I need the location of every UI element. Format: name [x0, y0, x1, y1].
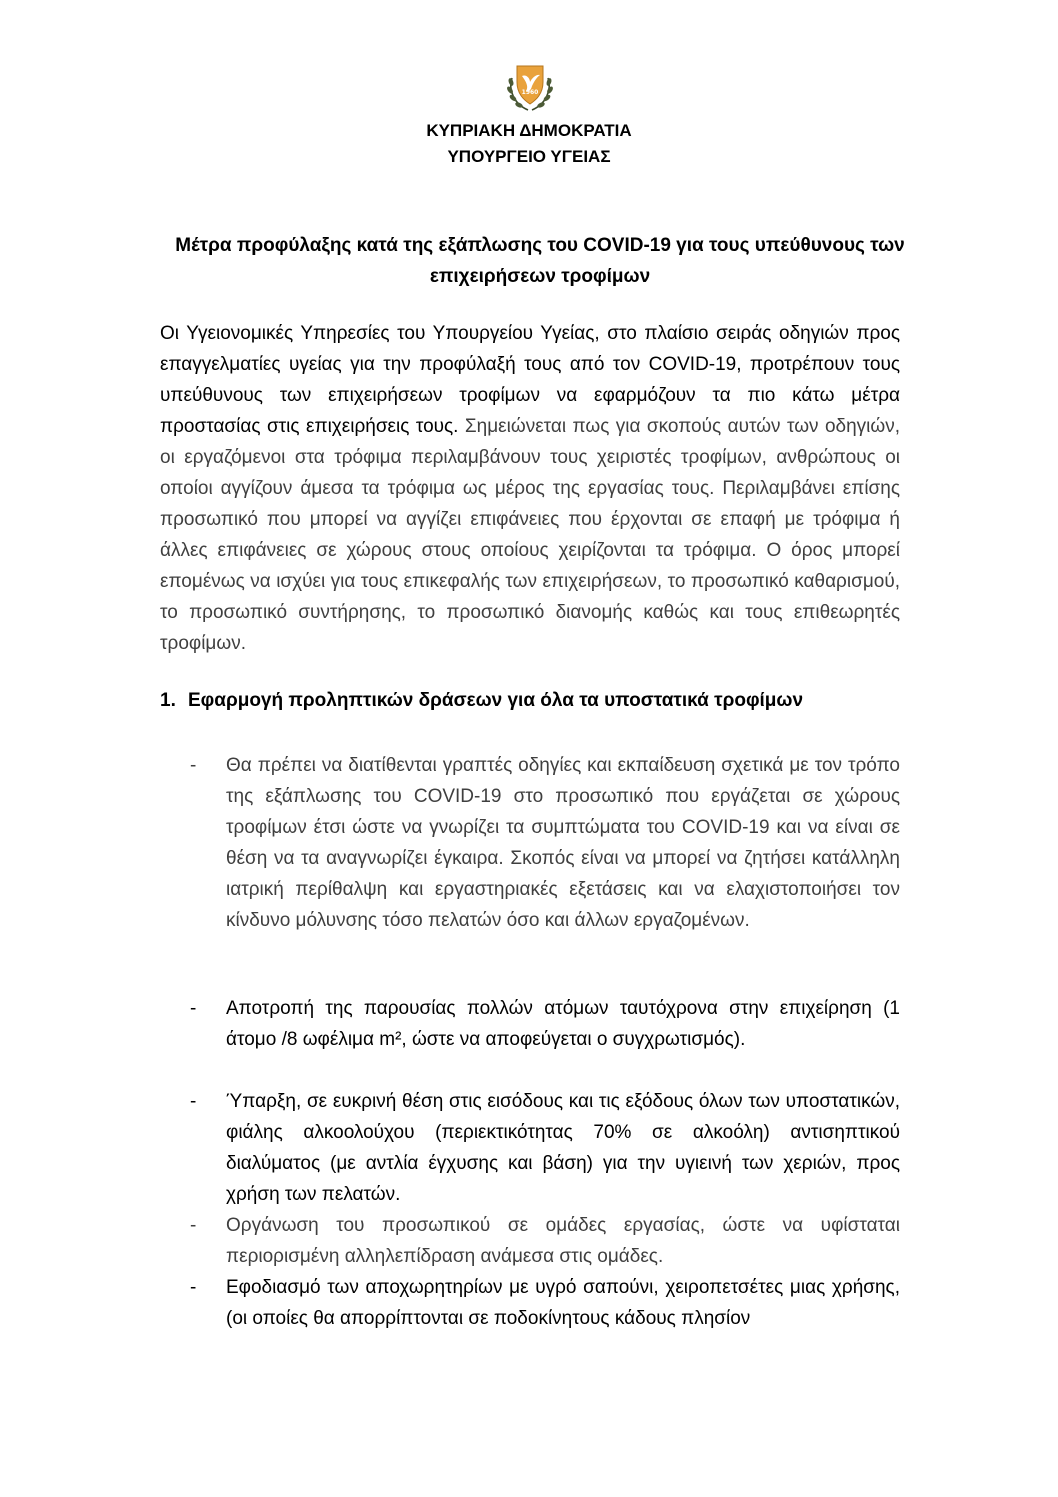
bullet-dash: - — [190, 1277, 197, 1298]
intro-rest: Σημειώνεται πως για σκοπούς αυτών των οδηγιών, οι εργαζόμενοι στα τρόφιμα περιλαμβάνουν τους χειριστές τροφίμων, ανθρώπους οι οποίοι αγγίζουν άμεσα τα τρόφιμα ως μέρος της εργασίας τους. Περιλαμβάνει επίσης προσωπικό που μπορεί να αγγίζει επιφάνειες που έρχονται σε επαφή με τρόφιμα ή άλλες επιφάνειες σε χώρους στους οποίους χειρίζονται τα τρόφιμα. Ο όρος μπορεί επομένως να ισχύει για τους επικεφαλής των επιχειρήσεων, το προσωπικό καθαρισμού, το προσωπικό συντήρησης, το προσωπικό διανομής καθώς και τους επιθεωρητές τροφίμων. — [160, 416, 901, 654]
bullet-dash: - — [190, 755, 197, 776]
document-title: Μέτρα προφύλαξης κατά της εξάπλωσης του COVID-19 για τους υπεύθυνους των επιχειρήσεων τροφίμων — [175, 235, 905, 287]
bullet-dash: - — [190, 1091, 197, 1112]
bullet-text: Αποτροπή της παρουσίας πολλών ατόμων ταυτόχρονα στην επιχείρηση (1 άτομο /8 ωφέλιμα m², ώστε να αποφεύγεται ο συγχρωτισμός). — [226, 998, 900, 1050]
header-republic: ΚΥΠΡΙΑΚΗ ΔΗΜΟΚΡΑΤΙΑ — [426, 121, 632, 140]
bullet-text: Ύπαρξη, σε ευκρινή θέση στις εισόδους και τις εξόδους όλων των υποστατικών, φιάλης αλκοολούχου (περιεκτικότητας 70% σε αλκοόλη) αντισηπτικού διαλύματος (με αντλία έγχυσης και βάση) για την υγιεινή των χεριών, προς χρήση των πελατών. — [226, 1091, 900, 1205]
bullet-text: Εφοδιασμό των αποχωρητηρίων με υγρό σαπούνι, χειροπετσέτες μιας χρήσης, (οι οποίες θα απορρίπτονται σε ποδοκίνητους κάδους πλησίον — [226, 1277, 900, 1329]
bullet-dash: - — [190, 998, 197, 1019]
section-number: 1. — [160, 690, 176, 711]
bullet-item — [190, 1086, 900, 1210]
bullet-dash: - — [190, 1215, 197, 1236]
section-heading — [160, 688, 803, 714]
bullet-item — [190, 1210, 900, 1272]
bullet-text: Θα πρέπει να διατίθενται γραπτές οδηγίες και εκπαίδευση σχετικά με τον τρόπο της εξάπλωσης του COVID-19 στο προσωπικό που εργάζεται σε χώρους τροφίμων έτσι ώστε να γνωρίζει τα συμπτώματα του COVID-19 και να είναι σε θέση να τα αναγνωρίζει έγκαιρα. Σκοπός είναι να μπορεί να ζητήσει κατάλληλη ιατρική περίθαλψη και εργαστηριακές εξετάσεις και να ελαχιστοποιήσει τον κίνδυνο μόλυνσης τόσο πελατών όσο και άλλων εργαζομένων. — [226, 755, 900, 931]
cyprus-coat-of-arms-icon — [502, 60, 558, 116]
intro-bold-part: Οι Υγειονομικές Υπηρεσίες του Υπουργείου Υγείας, στο πλαίσιο σειράς οδηγιών προς επαγγελματίες υγείας για την προφύλαξή τους από τον COVID-19, προτρέπουν τους υπεύθυνους των επιχειρήσεων τροφίμων να εφαρμόζουν τα πιο κάτω μέτρα προστασίας στις επιχειρήσεις τους. — [160, 323, 900, 437]
svg-text:1960: 1960 — [521, 89, 539, 96]
bullet-item — [190, 993, 900, 1055]
bullet-item — [190, 750, 900, 936]
section-heading-text: Εφαρμογή προληπτικών δράσεων για όλα τα υποστατικά τροφίμων — [188, 690, 804, 711]
intro-paragraph — [160, 318, 900, 659]
bullet-text: Οργάνωση του προσωπικού σε ομάδες εργασίας, ώστε να υφίσταται περιορισμένη αλληλεπίδραση ανάμεσα στις ομάδες. — [226, 1215, 900, 1267]
header-ministry: ΥΠΟΥΡΓΕΙΟ ΥΓΕΙΑΣ — [447, 147, 611, 166]
bullet-item — [190, 1272, 900, 1334]
